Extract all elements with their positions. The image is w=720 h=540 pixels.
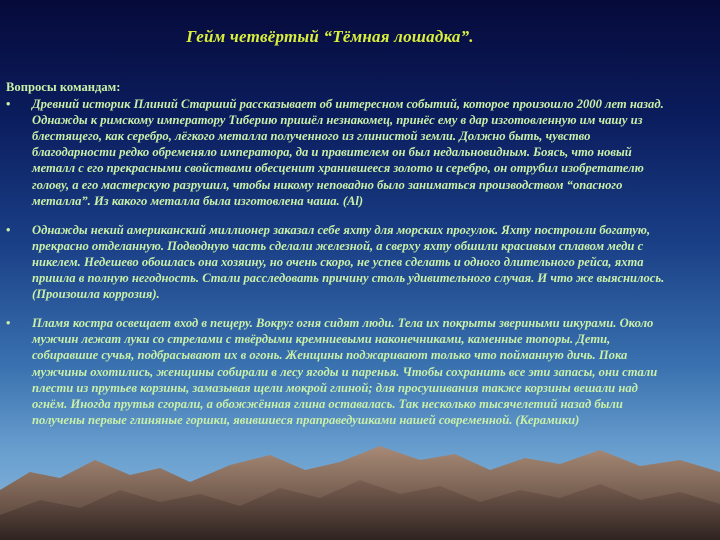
question-text: Однажды некий американский миллионер заказал себе яхту для морских прогулок. Яхту построили богатую, прекрасно отделанную. Подводную часть сделали железной, а сверху яхту обшили красивым сплавом меди с никелем. Недешево обошлась она хозяину, но очень скоро, не успев сделать и одного длительного рейса, яхта пришла в полную негодность. Стали расследовать причину столь удивительного случая. И что же выяснилось. (Произошла коррозия). (32, 222, 665, 302)
bullet-icon: • (6, 97, 11, 112)
questions-intro: Вопросы командам: (6, 80, 121, 94)
question-text: Пламя костра освещает вход в пещеру. Вокруг огня сидят люди. Тела их покрыты звериными шкурами. Около мужчин лежат луки со стрелами с твёрдыми кремниевыми наконечниками, каменные топоры. Дети, собиравшие сучья, подбрасывают их в огонь. Женщины поджаривают только что пойманную дичь. Пока мужчины охотились, женщины собирали в лесу ягоды и паренья. Чтобы сохранить все эти запасы, они стали плести из прутьев корзины, замазывая щели мокрой глиной; для просушивания также корзины вешали над огнём. Иногда прутья сгорали, а обожжённая глина оставалась. Так несколько тысячелетий назад были получены первые глиняные горшки, явившиеся праправедушками нашей современной. (Керамики) (32, 316, 658, 427)
slide-title: Гейм четвёртый “Тёмная лошадка”. (186, 27, 474, 46)
question-item-2 (6, 222, 666, 302)
mountain-range-background (0, 420, 720, 540)
bullet-icon: • (6, 316, 11, 331)
questions-list (6, 96, 666, 428)
question-item-3 (6, 315, 666, 428)
question-item-1 (6, 96, 666, 209)
questions-block (6, 79, 666, 428)
bullet-icon: • (6, 222, 11, 237)
question-text: Древний историк Плиний Старший рассказывает об интересном событий, которое произошло 2000 лет назад. Однажды к римскому императору Тиберию пришёл незнакомец, принёс ему в дар изготовленную им чашу из блестящего, как серебро, лёгкого металла полученного из глинистой земли. Должно быть, чувство благодарности редко обременяло императора, да и правителем он был недальновидным. Боясь, что новый металл с его прекрасными свойствами обесценит хранившееся золото и серебро, он отрубил изобретателю голову, а его мастерскую разрушил, чтобы никому неповадно было заниматься производством “опасного металла”. Из какого металла была изготовлена чаша. (Al) (32, 97, 664, 208)
